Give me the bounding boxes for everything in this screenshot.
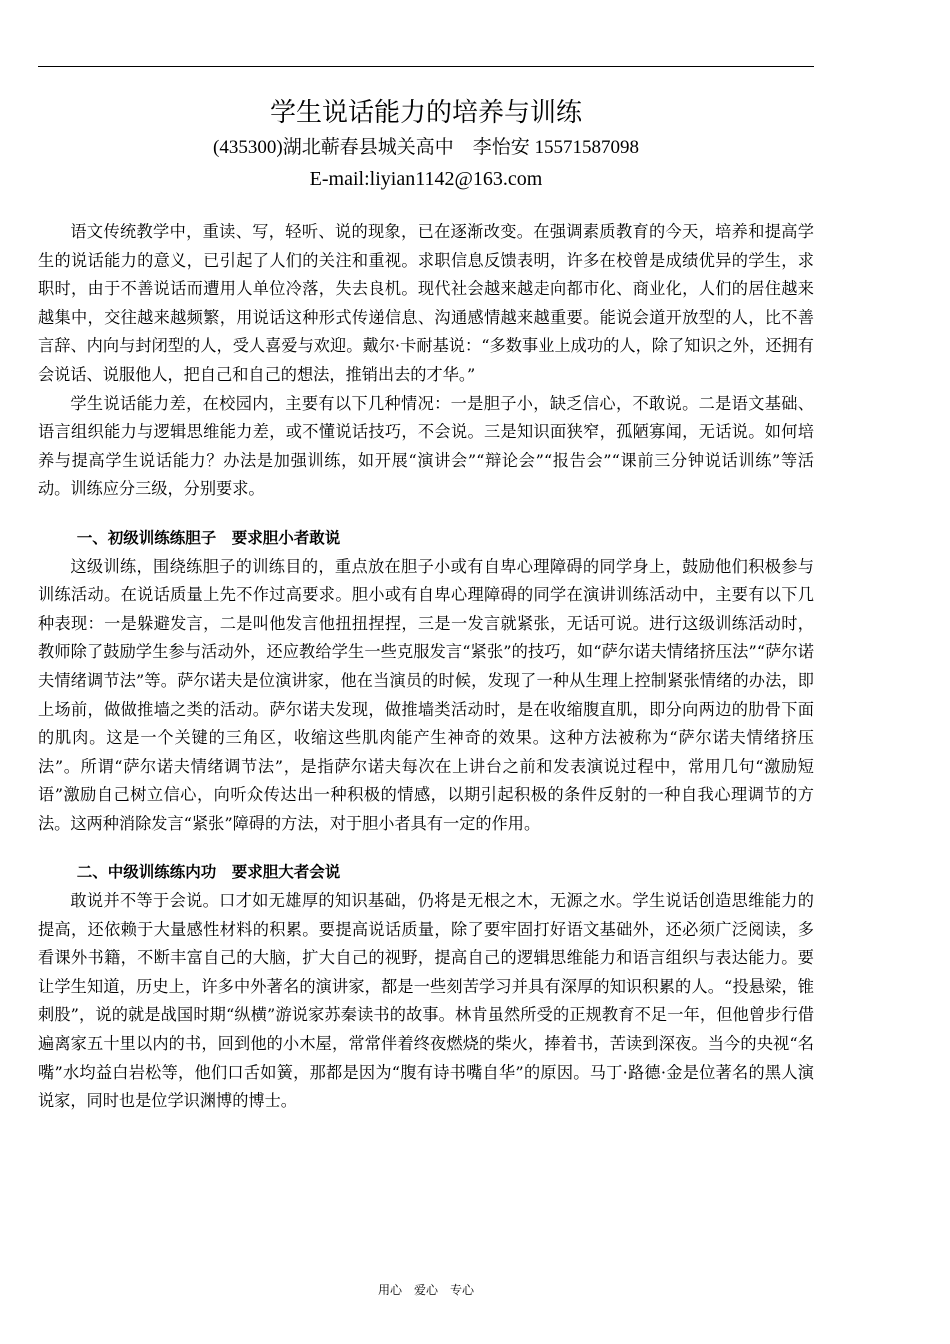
- section-2-heading: 二、中级训练练内功 要求胆大者会说: [76, 863, 341, 882]
- document-title: 学生说话能力的培养与训练: [269, 98, 582, 128]
- document-header: [38, 92, 814, 196]
- author-line: (435300)湖北蕲春县城关高中 李怡安 15571587098: [213, 137, 639, 158]
- document-body: [38, 218, 814, 1116]
- section-1-paragraph: 这级训练，围绕练胆子的训练目的，重点放在胆子小或有自卑心理障碍的同学身上，鼓励他们积极参与训练活动。在说话质量上先不作过高要求。胆小或有自卑心理障碍的同学在演讲训练活动中，主要有以下几种表现：一是躲避发言，二是叫他发言他扭扭捏捏，三是一发言就紧张，无话可说。进行这级训练活动时，教师除了鼓励学生参与活动外，还应教给学生一些克服发言“紧张”的技巧，如“萨尔诺夫情绪挤压法”“萨尔诺夫情绪调节法”等。萨尔诺夫是位演讲家，他在当演员的时候，发现了一种从生理上控制紧张情绪的办法，即上场前，做做推墙之类的活动。萨尔诺夫发现，做推墙类活动时，是在收缩腹直肌，即分向两边的肋骨下面的肌肉。这是一个关键的三角区，收缩这些肌肉能产生神奇的效果。这种方法被称为“萨尔诺夫情绪挤压法”。所谓“萨尔诺夫情绪调节法”，是指萨尔诺夫每次在上讲台之前和发表演说过程中，常用几句“激励短语”激励自己树立信心，向听众传达出一种积极的情感，以期引起积极的条件反射的一种自我心理调节的方法。这两种消除发言“紧张”障碍的方法，对于胆小者具有一定的作用。: [38, 556, 814, 833]
- page-footer: 用心 爱心 专心: [377, 1283, 474, 1297]
- intro-paragraph-1: 语文传统教学中，重读、写，轻听、说的现象，已在逐渐改变。在强调素质教育的今天，培养和提高学生的说话能力的意义，已引起了人们的关注和重视。求职信息反馈表明，许多在校曾是成绩优异的学生，求职时，由于不善说话而遭用人单位冷落，失去良机。现代社会越来越走向都市化、商业化，人们的居住越来越集中，交往越来越频繁，用说话这种形式传递信息、沟通感情越来越重要。能说会道开放型的人，比不善言辞、内向与封闭型的人，受人喜爱与欢迎。戴尔·卡耐基说：“多数事业上成功的人，除了知识之外，还拥有会说话、说服他人，把自己和自己的想法，推销出去的才华。”: [38, 222, 814, 384]
- email-line: E-mail:liyian1142@163.com: [309, 168, 543, 190]
- intro-paragraph-2: 学生说话能力差，在校园内，主要有以下几种情况：一是胆子小，缺乏信心，不敢说。二是语文基础、语言组织能力与逻辑思维能力差，或不懂说话技巧，不会说。三是知识面狭窄，孤陋寡闻，无话说。如何培养与提高学生说话能力？办法是加强训练，如开展“演讲会”“辩论会”“报告会”“课前三分钟说话训练”等活动。训练应分三级，分别要求。: [38, 393, 814, 499]
- header-rule: [38, 66, 814, 67]
- section-1-heading: 一、初级训练练胆子 要求胆小者敢说: [76, 528, 341, 547]
- section-2-paragraph: 敢说并不等于会说。口才如无雄厚的知识基础，仍将是无根之木，无源之水。学生说话创造思维能力的提高，还依赖于大量感性材料的积累。要提高说话质量，除了要牢固打好语文基础外，还必须广泛阅读，多看课外书籍，不断丰富自己的大脑，扩大自己的视野，提高自己的逻辑思维能力和语言组织与表达能力。要让学生知道，历史上，许多中外著名的演讲家，都是一些刻苦学习并具有深厚的知识积累的人。“投悬梁，锥刺股”，说的就是战国时期“纵横”游说家苏秦读书的故事。林肯虽然所受的正规教育不足一年，但他曾步行借遍离家五十里以内的书，回到他的小木屋，常常伴着终夜燃烧的柴火，捧着书，苦读到深夜。当今的央视“名嘴”水均益白岩松等，他们口舌如簧，那都是因为“腹有诗书嘴自华”的原因。马丁·路德·金是位著名的黑人演说家，同时也是位学识渊博的博士。: [38, 891, 814, 1111]
